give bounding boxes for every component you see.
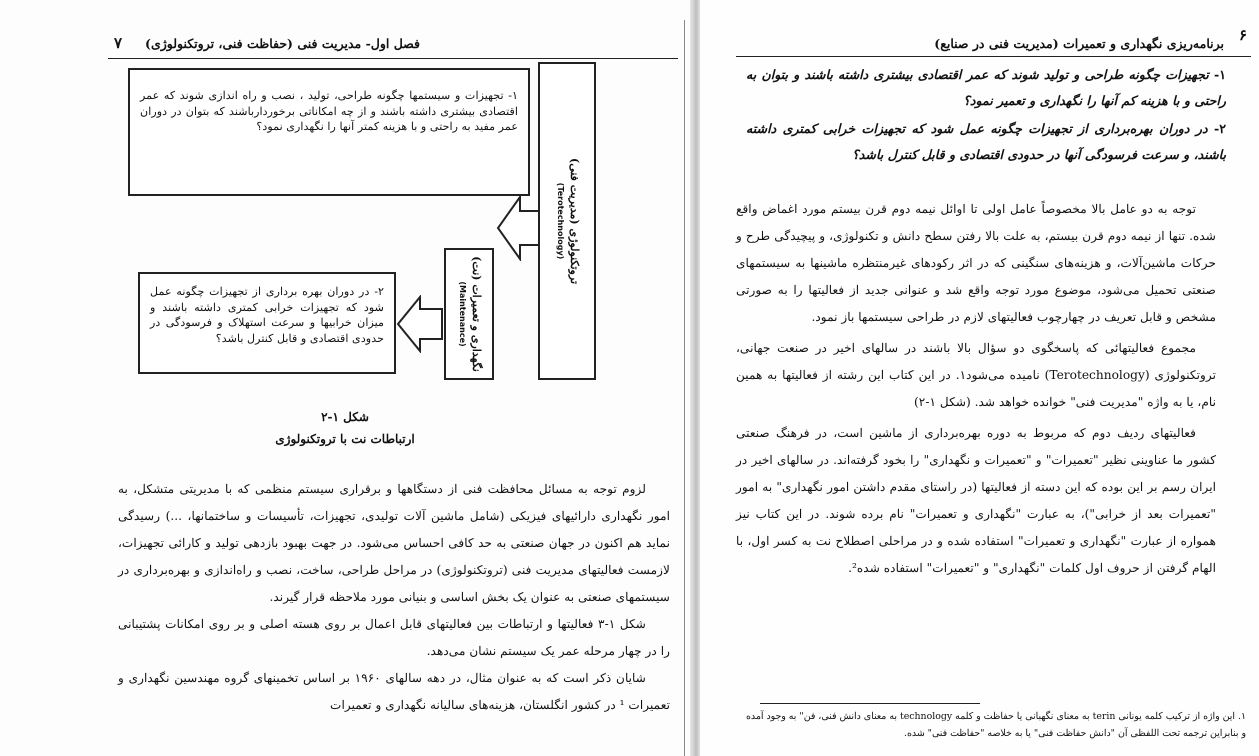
maintenance-label-en: (Maintenance): [458, 281, 467, 347]
right-page: [700, 0, 1259, 756]
right-paragraph-3: فعالیتهای ردیف دوم که مربوط به دوره بهره‌برداری از ماشین است، در فرهنگ صنعتی کشور ما عناوینی نظیر "تعمیرات" و "تعمیرات و نگهداری" را بخود گرفته‌اند. در سالهای اخیر در ایران رسم بر این بوده که این دسته از فعالیتها (در راستای مقدم داشتن امور نگهداری" به امور "تعمیرات بعد از خرابی")، به عبارت "نگهداری و تعمیرات" نام برده شوند. در این کتاب نیز همواره از عبارت "نگهداری و تعمیرات" استفاده شده و در مراحلی اصطلاح نت به کسر اول، با الهام گرفتن از حروف اول کلمات "نگهداری" و "تعمیرات" استفاده شده².: [736, 426, 1216, 575]
figure-caption: ارتباطات نت با تروتکنولوژی: [275, 432, 415, 446]
page-number: ۷: [114, 34, 123, 52]
figure-box-design: [128, 68, 530, 196]
right-body-text: [736, 196, 1216, 582]
question-1-text: تجهیزات چگونه طراحی و تولید شوند که عمر اقتصادی بیشتری داشته باشند و بتوان به راحتی و با هزینه کم آنها را نگهداری و تعمیر نمود؟: [746, 67, 1226, 108]
question-1-number: ۱-: [1214, 67, 1227, 82]
terotechnology-label: تروتکنولوژی (مدیریت فنی): [568, 157, 582, 285]
question-2: [746, 116, 1226, 168]
footnote-rule: [760, 703, 980, 704]
page-number: ۶: [1238, 26, 1247, 44]
terotechnology-label-en: (Terotechnology): [556, 182, 566, 260]
figure-box-design-text: ۱- تجهیزات و سیستمها چگونه طراحی، تولید ، نصب و راه اندازی شوند که عمر اقتصادی بیشتری داشته باشند و از چه امکاناتی برخوردارباشند که بتوان در دوران عمر مفید به راحتی و با هزینه کمتر آنها را نگهداری نمود؟: [140, 89, 518, 133]
left-paragraph-2: شکل ۱-۳ فعالیتها و ارتباطات بین فعالیتهای قابل اعمال بر روی هسته اصلی و بر روی امکانات پشتیبانی را در چهار مرحله عمر یک سیستم نشان می‌دهد.: [118, 617, 670, 658]
maintenance-label-wrap: [444, 248, 494, 380]
gutter-line: [684, 20, 685, 756]
left-body-text: [118, 476, 670, 719]
book-gutter: [690, 0, 700, 756]
figure-box-operation-text: ۲- در دوران بهره برداری از تجهیزات چگونه عمل شود که تجهیزات خرابی کمتری داشته باشند و میزان خرابیها و سرعت استهلاک و فرسودگی در حدودی اقتصادی و قابل کنترل باشد؟: [150, 285, 384, 345]
page-header-title: فصل اول- مدیریت فنی (حفاظت فنی، تروتکنولوژی): [145, 36, 420, 51]
page-header-title: برنامه‌ریزی نگهداری و تعمیرات (مدیریت فنی در صنایع): [934, 36, 1224, 51]
figure-box-operation: [138, 272, 396, 374]
right-paragraph-2: مجموع فعالیتهائی که پاسخگوی دو سؤال بالا باشند در سالهای اخیر در صنعت جهانی، تروتکنولوژی (Terotechnology) نامیده می‌شود۱. در این کتاب این رشته از فعالیتها به همین نام، یا به واژه "مدیریت فنی" خوانده خواهد شد. (شکل ۱-۲): [736, 341, 1217, 409]
header-rule: [108, 58, 678, 59]
header-rule: [736, 56, 1251, 57]
left-paragraph-1: لزوم توجه به مسائل محافظت فنی از دستگاهها و برقراری سیستم منظمی که با مدیریتی متشکل، به امور نگهداری دارائیهای فیزیکی (شامل ماشین آلات تولیدی، تجهیزات، تأسیسات و ساختمانها، ...) رسیدگی نماید هم اکنون در جهان صنعتی به حد کافی احساس می‌شود. در جهت بهبود بازدهی تولید و کارائی تجهیزات، لازمست فعالیتهای مدیریت فنی (تروتکنولوژی) در مراحل طراحی، ساخت، نصب و راه‌اندازی و بهره‌برداری در سیستمهای صنعتی به عنوان یک بخش اساسی و بنیانی مورد ملاحظه قرار گیرند.: [118, 482, 670, 604]
arrow-to-operation: [396, 295, 444, 353]
maintenance-label: نگهداری و تعمیرات (نت): [470, 256, 483, 372]
arrow-to-design: [496, 195, 542, 261]
terotechnology-label-wrap: [538, 62, 596, 380]
question-2-text: در دوران بهره‌برداری از تجهیزات چگونه عمل شود که تجهیزات خرابی کمتری داشته باشند، و سرعت فرسودگی آنها در حدودی اقتصادی و قابل کنترل باشد؟: [746, 121, 1226, 162]
question-1: [746, 62, 1226, 114]
right-paragraph-1: توجه به دو عامل بالا مخصوصاً عامل اولی تا اوائل نیمه دوم قرن بیستم مورد اغماض واقع شده. تنها از نیمه دوم قرن بیستم، به علت بالا رفتن سطح دانش و تکنولوژی، و پیچیدگی طرح و حرکات ماشین‌آلات، و هزینه‌های سنگینی که در اثر رکودهای غیرمنتظره ماشینها به سیستمهای صنعتی تحمیل می‌شود، موضوع مورد توجه واقع شد و عنوانی جدید از فعالیتها را به صورتی مشخص و قابل تعریف در چهارچوب فعالیتهای لازم در طراحی سیستمها باز نمود.: [736, 202, 1216, 324]
question-2-number: ۲-: [1214, 121, 1226, 136]
figure-number: شکل ۱-۲: [321, 410, 369, 424]
footnote: ۱. این واژه از ترکیب کلمه یونانی terin به معنای نگهبانی یا حفاظت و کلمه technology به معنای دانش فنی، فن" به وجود آمده و بنابراین ترجمه تحت اللفظی آن "دانش حفاظت فنی" یا به خلاصه "حفاظت فنی" شده.: [746, 711, 1247, 739]
left-paragraph-3: شایان ذکر است که به عنوان مثال، در دهه سالهای ۱۹۶۰ بر اساس تخمینهای گروه مهندسین نگهداری و تعمیرات ¹ در کشور انگلستان، هزینه‌های سالیانه نگهداری و تعمیرات: [118, 671, 670, 712]
